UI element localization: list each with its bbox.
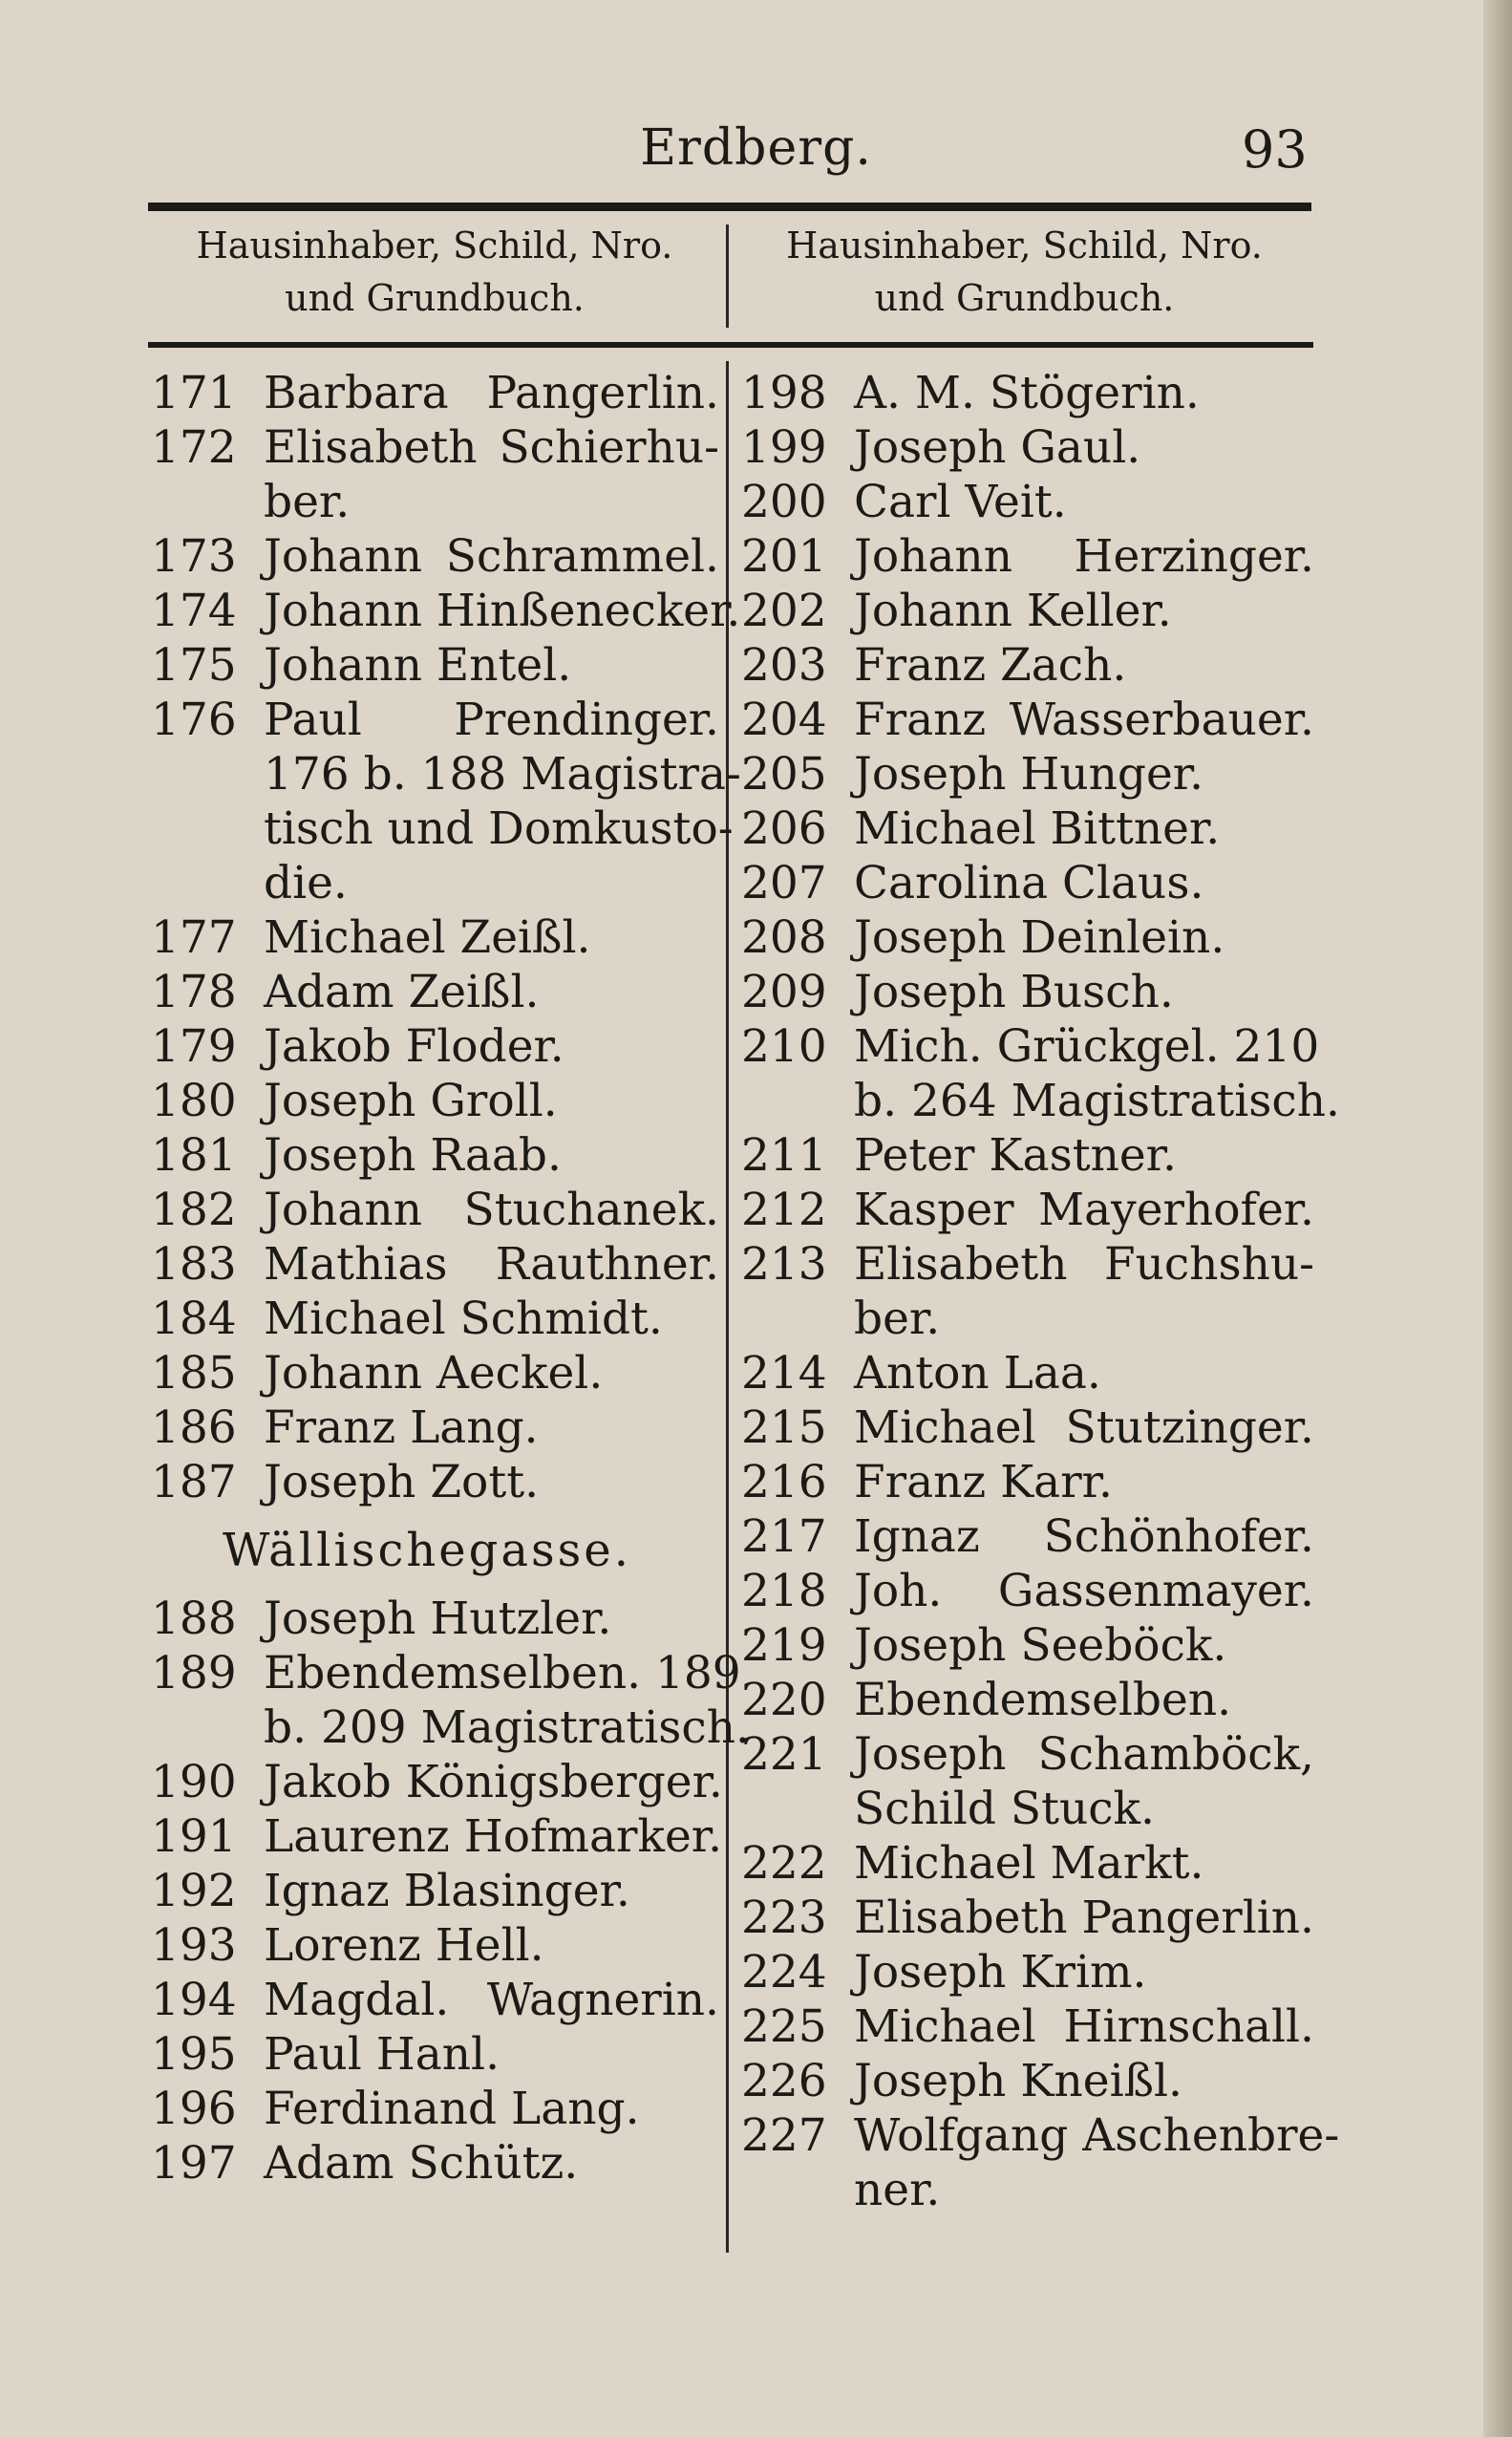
page-number: 93 — [1242, 119, 1308, 180]
list-item — [151, 366, 719, 420]
owner-name: Peter Kastner. — [854, 1129, 1177, 1182]
owner-name: Franz Karr. — [854, 1456, 1113, 1508]
list-item — [151, 1400, 719, 1455]
list-item — [741, 1074, 1340, 1128]
list-item — [151, 1237, 719, 1292]
list-item — [741, 1618, 1314, 1673]
owner-name: Joseph Hunger. — [854, 748, 1204, 801]
owner-name: Elisabeth Fuchshu- — [854, 1238, 1314, 1291]
owner-name: Joseph Krim. — [854, 1946, 1147, 1999]
owner-name: Lorenz Hell. — [264, 1919, 544, 1972]
house-number: 205 — [741, 748, 827, 801]
owner-name: Johann Hinßenecker. — [264, 585, 741, 637]
section-heading-waellischegasse: Wällischegasse. — [223, 1524, 631, 1577]
owner-name: Carolina Claus. — [854, 857, 1204, 909]
house-number: 223 — [741, 1892, 827, 1944]
list-item — [151, 910, 719, 965]
list-item — [741, 802, 1314, 856]
owner-name: die. — [264, 857, 348, 909]
list-item — [151, 693, 719, 747]
house-number: 226 — [741, 2055, 827, 2107]
owner-name: ner. — [854, 2164, 941, 2216]
owner-name: Paul Prendinger. — [264, 694, 719, 746]
house-number — [151, 475, 264, 529]
list-item — [741, 1128, 1314, 1183]
owner-name: Joseph Kneißl. — [854, 2055, 1182, 2107]
list-item — [151, 1592, 719, 1646]
list-item — [741, 1945, 1314, 1999]
owner-name: Jakob Floder. — [264, 1020, 564, 1073]
list-item — [741, 2108, 1340, 2163]
house-number: 224 — [741, 1946, 827, 1999]
owner-name: Adam Zeißl. — [264, 966, 540, 1018]
header-rule-top — [148, 203, 1311, 211]
house-number: 173 — [151, 530, 237, 583]
owner-name: Joseph Gaul. — [854, 421, 1141, 474]
owner-name: Joseph Schamböck, — [854, 1728, 1314, 1781]
house-number — [741, 1782, 854, 1836]
house-number: 191 — [151, 1810, 237, 1863]
house-number — [741, 1292, 854, 1346]
list-item — [741, 693, 1314, 747]
owner-name: Wolfgang Aschenbre- — [854, 2109, 1340, 2162]
house-number: 185 — [151, 1347, 237, 1400]
owner-name: Franz Lang. — [264, 1401, 539, 1454]
list-item — [741, 2163, 1314, 2217]
house-number: 202 — [741, 585, 827, 637]
list-item — [151, 747, 741, 802]
house-number: 214 — [741, 1347, 827, 1400]
list-item — [741, 638, 1314, 693]
house-number: 197 — [151, 2137, 237, 2190]
house-number: 171 — [151, 367, 237, 419]
list-item — [151, 475, 719, 529]
house-number: 188 — [151, 1593, 237, 1645]
owner-name: Joseph Raab. — [264, 1129, 562, 1182]
house-number: 221 — [741, 1728, 827, 1781]
owner-name: Ebendemselben. — [854, 1674, 1232, 1726]
house-number: 187 — [151, 1456, 237, 1508]
house-number: 184 — [151, 1293, 237, 1345]
house-number — [151, 856, 264, 910]
list-item — [741, 1727, 1314, 1782]
list-item — [151, 802, 734, 856]
list-item — [151, 1646, 741, 1700]
owner-name: Joseph Seeböck. — [854, 1619, 1227, 1672]
owner-name: Franz Zach. — [854, 639, 1127, 692]
left-column — [151, 366, 750, 2191]
list-item — [151, 2136, 719, 2191]
header-rule-bottom — [148, 342, 1313, 348]
house-number: 212 — [741, 1184, 827, 1236]
owner-name: Johann Schrammel. — [264, 530, 719, 583]
list-item — [151, 420, 719, 475]
owner-name: Joseph Zott. — [264, 1456, 540, 1508]
owner-name: Mich. Grückgel. 210 — [854, 1020, 1320, 1073]
owner-name: Anton Laa. — [854, 1347, 1101, 1400]
owner-name: Ebendemselben. 189 — [264, 1647, 741, 1699]
house-number: 216 — [741, 1456, 827, 1508]
owner-name: Johann Herzinger. — [854, 530, 1314, 583]
header-column-divider — [726, 224, 729, 328]
list-item — [151, 1918, 719, 1973]
owner-name: Elisabeth Schierhu- — [264, 421, 719, 474]
list-item — [151, 2082, 719, 2136]
list-item — [741, 1509, 1314, 1564]
house-number — [741, 2163, 854, 2217]
owner-name: Michael Zeißl. — [264, 911, 591, 964]
list-item — [741, 1237, 1314, 1292]
owner-name: Michael Stutzinger. — [854, 1401, 1314, 1454]
owner-name: Joh. Gassenmayer. — [854, 1565, 1314, 1617]
list-item — [741, 529, 1314, 584]
list-item — [741, 965, 1314, 1019]
house-number: 208 — [741, 911, 827, 964]
house-number: 213 — [741, 1238, 827, 1291]
list-item — [741, 910, 1314, 965]
house-number: 219 — [741, 1619, 827, 1672]
house-number: 215 — [741, 1401, 827, 1454]
owner-name: Elisabeth Pangerlin. — [854, 1892, 1314, 1944]
house-number: 206 — [741, 802, 827, 855]
list-item — [151, 1973, 719, 2027]
owner-name: ber. — [264, 476, 351, 528]
owner-name: Paul Hanl. — [264, 2028, 500, 2081]
house-number — [151, 747, 264, 802]
list-item — [741, 1782, 1314, 1836]
house-number: 180 — [151, 1075, 237, 1127]
house-number: 194 — [151, 1974, 237, 2026]
house-number: 175 — [151, 639, 237, 692]
house-number: 222 — [741, 1837, 827, 1890]
list-item — [741, 1292, 1314, 1346]
list-item — [741, 366, 1314, 420]
house-number: 189 — [151, 1647, 237, 1699]
house-number: 227 — [741, 2109, 827, 2162]
left-column-header — [148, 220, 721, 325]
owner-name: Ignaz Blasinger. — [264, 1865, 630, 1917]
house-number: 211 — [741, 1129, 827, 1182]
house-number: 199 — [741, 421, 827, 474]
owner-name: A. M. Stögerin. — [854, 367, 1200, 419]
owner-name: Michael Schmidt. — [264, 1293, 663, 1345]
house-number — [151, 802, 264, 856]
owner-name: Franz Wasserbauer. — [854, 694, 1314, 746]
owner-name: 176 b. 188 Magistra- — [264, 748, 741, 801]
owner-name: Joseph Hutzler. — [264, 1593, 612, 1645]
list-item — [151, 1183, 719, 1237]
right-header-line-2: und Grundbuch. — [874, 277, 1175, 319]
owner-name: Laurenz Hofmarker. — [264, 1810, 723, 1863]
list-item — [151, 1292, 719, 1346]
owner-name: tisch und Domkusto- — [264, 802, 734, 855]
list-item — [151, 965, 719, 1019]
list-item — [741, 747, 1314, 802]
owner-name: Schild Stuck. — [854, 1783, 1155, 1835]
running-title: Erdberg. — [640, 119, 872, 177]
owner-name: Barbara Pangerlin. — [264, 367, 719, 419]
list-item — [151, 1128, 719, 1183]
list-item — [151, 856, 719, 910]
owner-name: Joseph Groll. — [264, 1075, 558, 1127]
list-item — [151, 2027, 719, 2082]
owner-name: Ferdinand Lang. — [264, 2083, 640, 2135]
owner-name: ber. — [854, 1293, 941, 1345]
house-number: 200 — [741, 476, 827, 528]
house-number: 193 — [151, 1919, 237, 1972]
list-item — [151, 584, 741, 638]
house-number: 201 — [741, 530, 827, 583]
owner-name: Adam Schütz. — [264, 2137, 579, 2190]
house-number — [741, 1074, 854, 1128]
owner-name: Michael Bittner. — [854, 802, 1221, 855]
page-edge — [1483, 0, 1512, 2437]
house-number: 182 — [151, 1184, 237, 1236]
owner-name: Michael Hirnschall. — [854, 2000, 1314, 2053]
house-number: 220 — [741, 1674, 827, 1726]
list-item — [741, 856, 1314, 910]
house-number: 195 — [151, 2028, 237, 2081]
house-number: 207 — [741, 857, 827, 909]
house-number — [151, 1700, 264, 1755]
owner-name: b. 209 Magistratisch. — [264, 1701, 750, 1754]
house-number: 204 — [741, 694, 827, 746]
owner-name: Jakob Königsberger. — [264, 1756, 723, 1808]
owner-name: Michael Markt. — [854, 1837, 1204, 1890]
owner-name: Magdal. Wagnerin. — [264, 1974, 719, 2026]
owner-name: Johann Keller. — [854, 585, 1172, 637]
left-entries-top — [151, 366, 741, 1509]
list-item — [151, 1864, 719, 1918]
owner-name: Carl Veit. — [854, 476, 1067, 528]
house-number: 177 — [151, 911, 237, 964]
house-number: 225 — [741, 2000, 827, 2053]
house-number: 172 — [151, 421, 237, 474]
house-number: 176 — [151, 694, 237, 746]
house-number: 178 — [151, 966, 237, 1018]
list-item — [741, 420, 1314, 475]
owner-name: Johann Entel. — [264, 639, 572, 692]
list-item — [151, 529, 719, 584]
list-item — [741, 2054, 1314, 2108]
house-number: 174 — [151, 585, 237, 637]
house-number: 198 — [741, 367, 827, 419]
owner-name: b. 264 Magistratisch. — [854, 1075, 1340, 1127]
house-number: 217 — [741, 1510, 827, 1563]
house-number: 218 — [741, 1565, 827, 1617]
house-number: 209 — [741, 966, 827, 1018]
list-item — [741, 1673, 1314, 1727]
owner-name: Joseph Deinlein. — [854, 911, 1225, 964]
owner-name: Mathias Rauthner. — [264, 1238, 719, 1291]
left-header-line-1: Hausinhaber, Schild, Nro. — [196, 224, 673, 267]
owner-name: Ignaz Schönhofer. — [854, 1510, 1314, 1563]
owner-name: Kasper Mayerhofer. — [854, 1184, 1314, 1236]
right-column — [741, 366, 1340, 2217]
house-number: 203 — [741, 639, 827, 692]
house-number: 179 — [151, 1020, 237, 1073]
house-number: 210 — [741, 1020, 827, 1073]
list-item — [741, 1999, 1314, 2054]
list-item — [151, 1074, 719, 1128]
list-item — [151, 1346, 719, 1400]
left-entries-bottom — [151, 1592, 750, 2191]
list-item — [741, 475, 1314, 529]
house-number: 196 — [151, 2083, 237, 2135]
house-number: 190 — [151, 1756, 237, 1808]
list-item — [741, 1455, 1314, 1509]
list-item — [741, 1891, 1314, 1945]
left-header-line-2: und Grundbuch. — [285, 277, 585, 319]
list-item — [151, 1809, 723, 1864]
list-item — [741, 584, 1314, 638]
list-item — [151, 1019, 719, 1074]
house-number: 183 — [151, 1238, 237, 1291]
list-item — [741, 1346, 1314, 1400]
owner-name: Johann Stuchanek. — [264, 1184, 719, 1236]
owner-name: Johann Aeckel. — [264, 1347, 604, 1400]
list-item — [741, 1564, 1314, 1618]
house-number: 186 — [151, 1401, 237, 1454]
right-header-line-1: Hausinhaber, Schild, Nro. — [786, 224, 1263, 267]
list-item — [151, 1700, 750, 1755]
list-item — [741, 1019, 1320, 1074]
list-item — [151, 638, 719, 693]
list-item — [741, 1400, 1314, 1455]
list-item — [151, 1755, 723, 1809]
house-number: 192 — [151, 1865, 237, 1917]
owner-name: Joseph Busch. — [854, 966, 1174, 1018]
right-column-header — [735, 220, 1313, 325]
house-number: 181 — [151, 1129, 237, 1182]
list-item — [741, 1183, 1314, 1237]
list-item — [151, 1455, 719, 1509]
list-item — [741, 1836, 1314, 1891]
body-column-divider — [726, 361, 729, 2253]
